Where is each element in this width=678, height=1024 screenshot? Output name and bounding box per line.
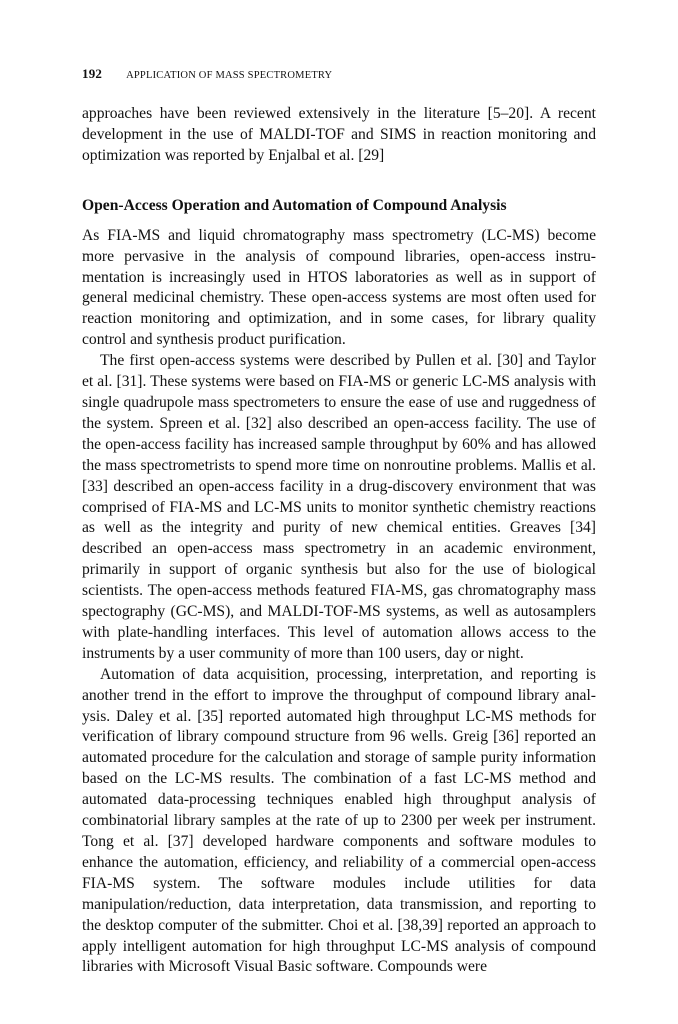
intro-paragraph: approaches have been reviewed extensively in the literature [5–20]. A recent development in the use of MALDI-TOF and SIMS in reaction monitoring and optimization was reported by Enjalbal et al. [29] — [82, 105, 596, 164]
paragraph-2: The first open-access systems were described by Pullen et al. [30] and Taylor et al. [31]. These systems were based on FIA-MS or generic LC-MS analysis with single quadrupole mass spectrometers to ensure the ease of use and ruggedness of the system. Spreen et al. [32] also described an open-access facility. The use of the open-access facility has increased sample throughput by 60% and has allowed the mass spectrometrists to spend more time on nonroutine problems. Mallis et al. [33] described an open-access facility in a drug-discovery environment that was comprised of FIA-MS and LC-MS units to monitor synthetic chemistry reactions as well as the integrity and purity of new chemical entities. Greaves [34] described an open-access mass spectrometry in an academic environment, primarily in support of organic synthesis but also for the use of biological scientists. The open-access methods featured FIA-MS, gas chromatography mass spectography (GC-MS), and MALDI-TOF-MS systems, as well as autosamplers with plate-handling interfaces. This level of automation allows access to the instruments by a user community of more than 100 users, day or night. — [82, 352, 596, 662]
running-header — [82, 66, 596, 82]
running-title: APPLICATION OF MASS SPECTROMETRY — [126, 70, 333, 81]
page-number: 192 — [82, 66, 103, 81]
paragraph-3: Automation of data acquisition, processing, interpretation, and reporting is another trend in the effort to improve the throughput of compound library analysis. Daley et al. [35] reported automated high throughput LC-MS methods for verification of library compound structure from 96 wells. Greig [36] reported an automated procedure for the calculation and storage of sample purity information based on the LC-MS results. The combination of a fast LC-MS method and automated data-processing techniques enabled high throughput analysis of combinatorial library samples at the rate of up to 2300 per week per instrument. Tong et al. [37] developed hardware components and software modules to enhance the automation, efficiency, and reliability of a commercial open-access FIA-MS system. The software modules include utilities for data manipulation/reduction, data interpretation, data transmission, and reporting to the desktop computer of the submitter. Choi et al. [38,39] reported an approach to apply intelligent automation for high throughput LC-MS analysis of compound libraries with Microsoft Visual Basic software. Compounds were — [82, 665, 596, 976]
paragraph-1: As FIA-MS and liquid chromatography mass spectrometry (LC-MS) become more pervasive in the analysis of compound libraries, open-access instrumentation is increasingly used in HTOS laboratories as well as in support of general medicinal chemistry. These open-access systems are most often used for reaction monitoring and optimization, and in some cases, for library quality control and synthesis product purification. — [82, 226, 596, 349]
page-body — [82, 66, 596, 978]
section-heading: Open-Access Operation and Automation of Compound Analysis — [82, 196, 507, 214]
